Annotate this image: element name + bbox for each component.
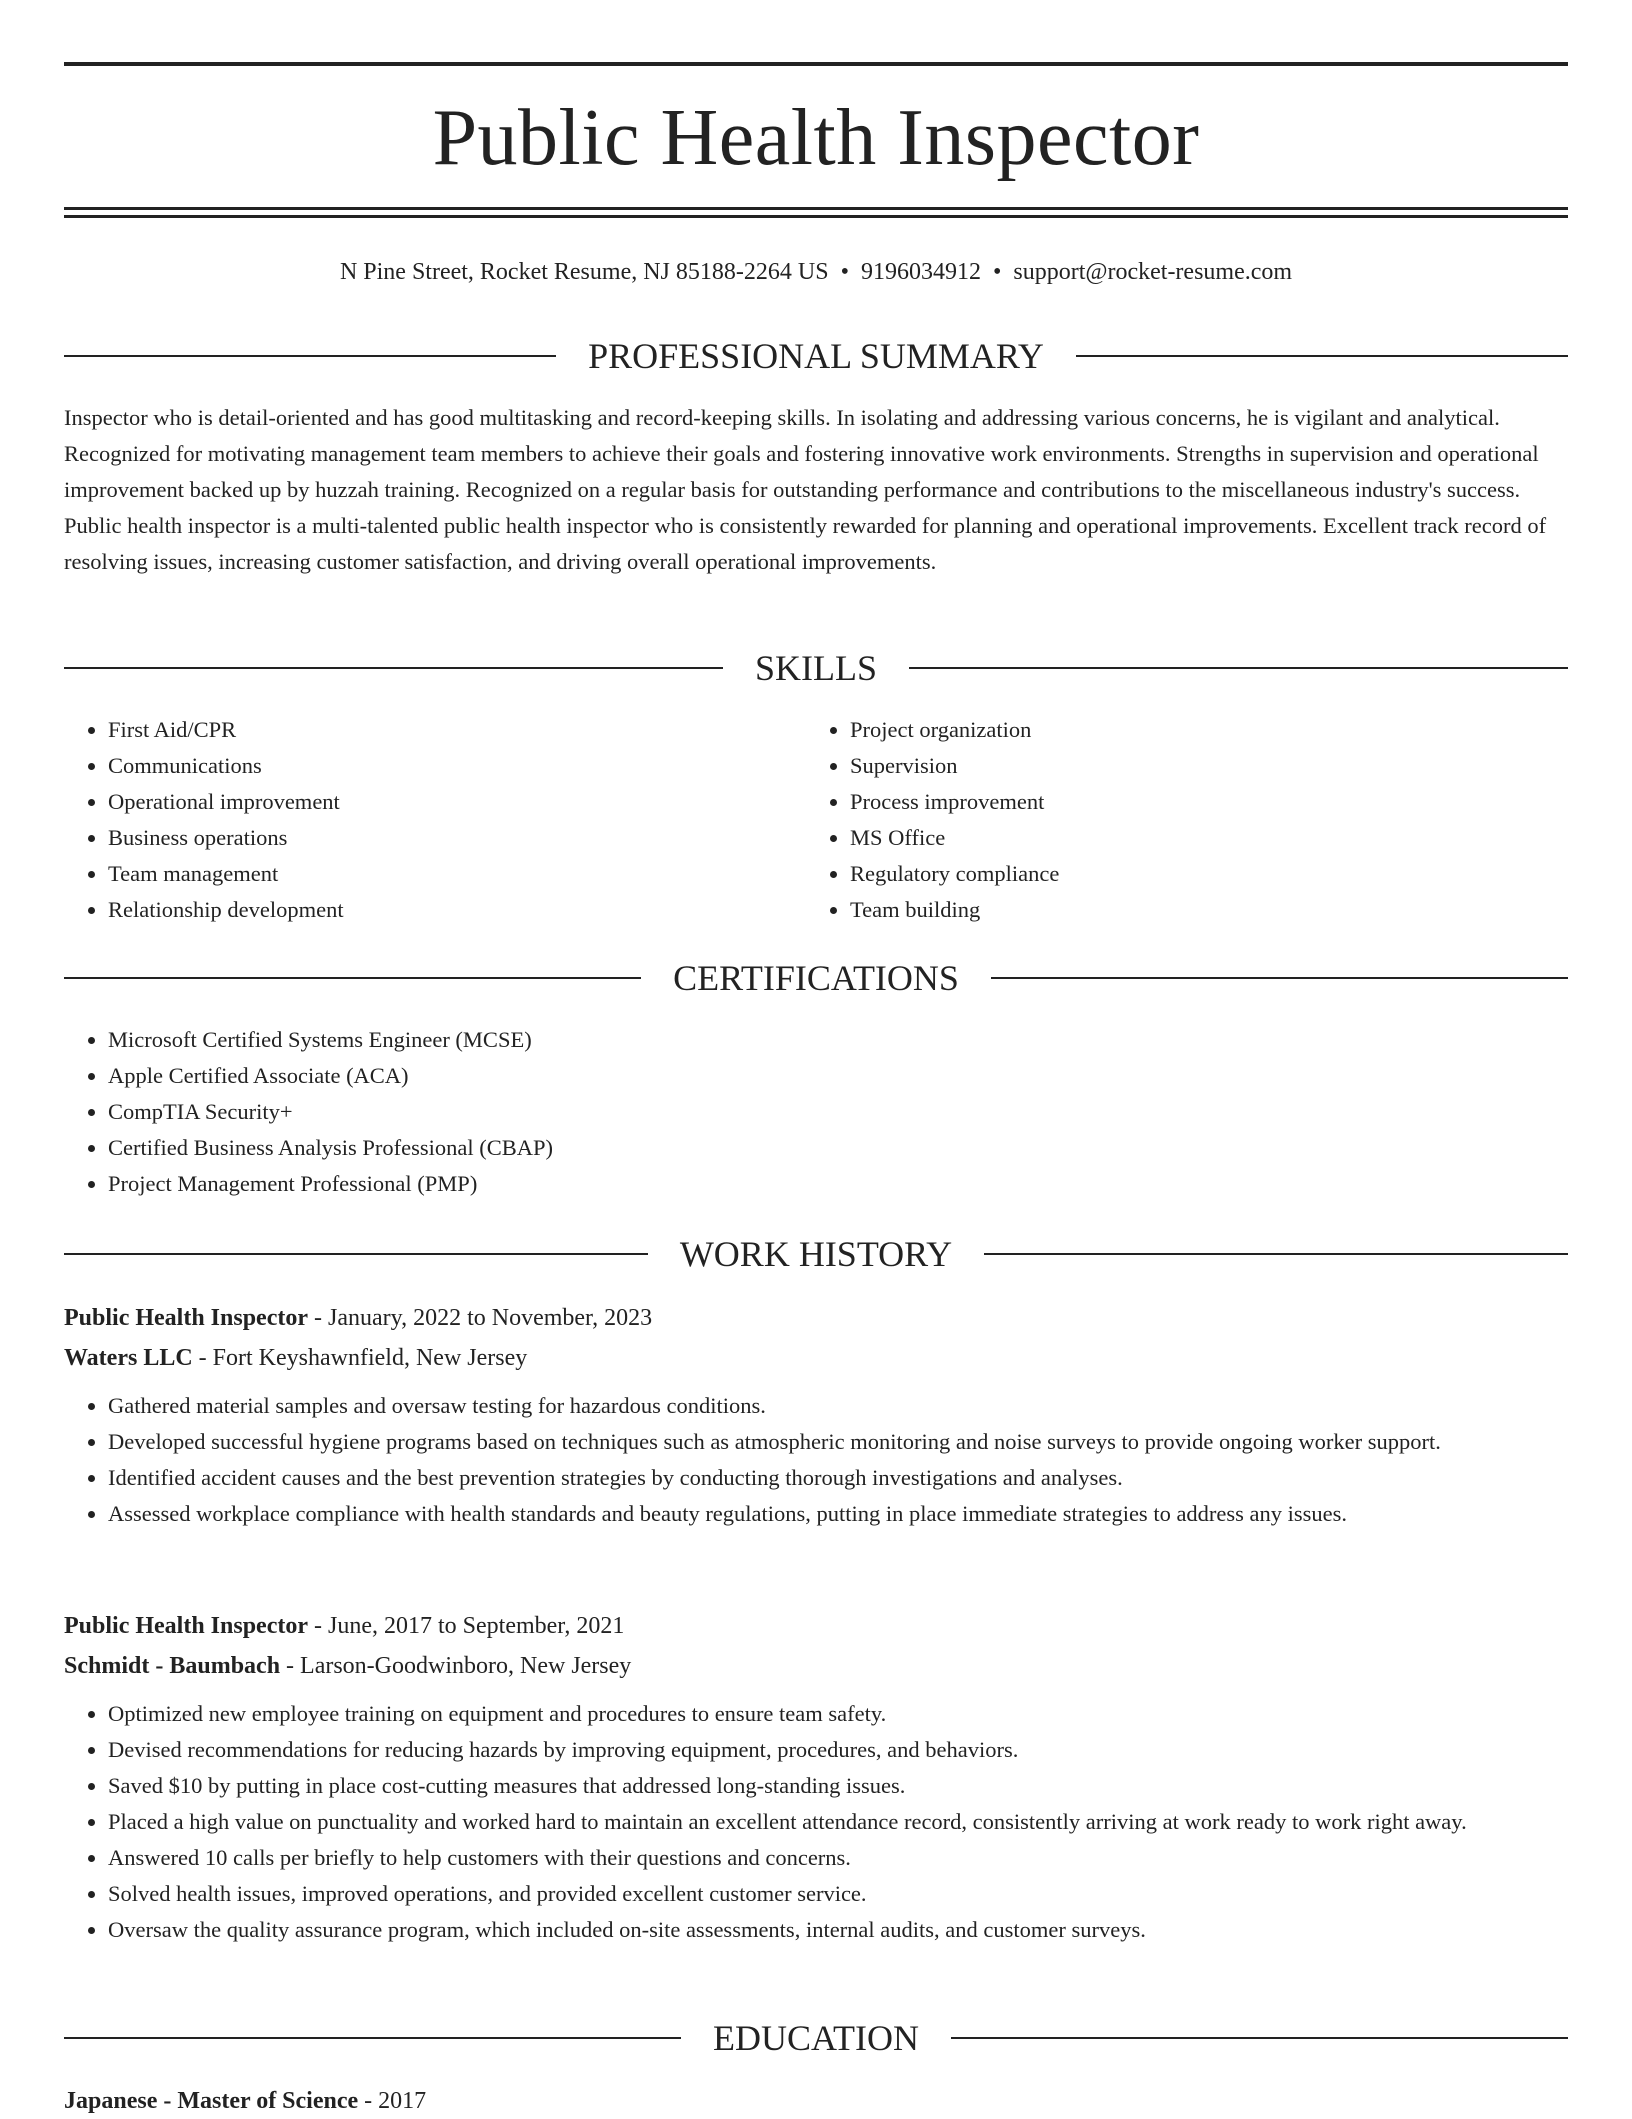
divider	[64, 1253, 648, 1255]
list-item: • Optimized new employee training on equipment and procedures to ensure team safety.	[108, 1696, 1568, 1732]
divider	[64, 977, 641, 979]
list-item: • Certified Business Analysis Professional (CBAP)	[108, 1130, 1568, 1166]
list-item: • CompTIA Security+	[108, 1094, 1568, 1130]
list-item: • Answered 10 calls per briefly to help customers with their questions and concerns.	[108, 1840, 1568, 1876]
divider	[909, 667, 1568, 669]
contact-email: support@rocket-resume.com	[1013, 259, 1293, 285]
section-title: CERTIFICATIONS	[673, 958, 959, 998]
job-title-line	[64, 1298, 1568, 1338]
summary-text: Inspector who is detail-oriented and has good multitasking and record-keeping skills. In isolating and addressing various concerns, he is vigilant and analytical. Recognized for motivating management team members to achieve their goals and fostering innovative work environments. Strengths in supervision and operational improvement backed up by huzzah training. Recognized on a regular basis for outstanding performance and contributions to the miscellaneous industry's success. Public health inspector is a multi-talented public health inspector who is consistently rewarded for planning and operational improvements. Excellent track record of resolving issues, increasing customer satisfaction, and driving overall operational improvements.	[64, 405, 1547, 574]
section-heading-education	[64, 2016, 1568, 2060]
education-year: - 2017	[358, 2088, 427, 2114]
list-item: • Microsoft Certified Systems Engineer (MCSE)	[108, 1022, 1568, 1058]
list-item: • Business operations	[108, 820, 808, 856]
list-item: • Team building	[850, 892, 1550, 928]
job-dates: - January, 2022 to November, 2023	[308, 1305, 653, 1331]
list-item: • Identified accident causes and the best prevention strategies by conducting thorough investigations and analyses.	[108, 1460, 1568, 1496]
job-title: Public Health Inspector	[64, 1305, 308, 1331]
certifications-list	[64, 1022, 1568, 1202]
job-company: Schmidt - Baumbach	[64, 1653, 281, 1679]
list-item: • Developed successful hygiene programs based on techniques such as atmospheric monitoring and noise surveys to provide ongoing worker support.	[108, 1424, 1568, 1460]
list-item: • First Aid/CPR	[108, 712, 808, 748]
divider	[1076, 355, 1568, 357]
contact-address: N Pine Street, Rocket Resume, NJ 85188-2264 US	[339, 259, 829, 285]
divider	[991, 977, 1568, 979]
job-entry	[64, 1298, 1568, 1532]
list-item: • Operational improvement	[108, 784, 808, 820]
job-company: Waters LLC	[64, 1345, 193, 1371]
contact-separator: •	[992, 259, 1002, 285]
contact-line	[64, 254, 1568, 290]
list-item: • Assessed workplace compliance with health standards and beauty regulations, putting in place immediate strategies to address any issues.	[108, 1496, 1568, 1532]
page-title: Public Health Inspector	[432, 94, 1200, 182]
list-item: • Relationship development	[108, 892, 808, 928]
list-item: • Gathered material samples and oversaw testing for hazardous conditions.	[108, 1388, 1568, 1424]
list-item: • Communications	[108, 748, 808, 784]
list-item: • Process improvement	[850, 784, 1550, 820]
list-item: • MS Office	[850, 820, 1550, 856]
list-item: • Regulatory compliance	[850, 856, 1550, 892]
divider	[951, 2037, 1568, 2039]
section-heading-certifications	[64, 956, 1568, 1000]
job-entry	[64, 1606, 1568, 1948]
divider	[64, 2037, 681, 2039]
job-bullets	[64, 1388, 1568, 1532]
section-title: WORK HISTORY	[679, 1234, 953, 1274]
list-item: • Oversaw the quality assurance program, which included on-site assessments, internal audits, and customer surveys.	[108, 1912, 1568, 1948]
list-item: • Supervision	[850, 748, 1550, 784]
list-item: • Project Management Professional (PMP)	[108, 1166, 1568, 1202]
section-heading-summary	[64, 334, 1568, 378]
job-company-line	[64, 1338, 1568, 1378]
divider	[64, 355, 556, 357]
section-heading-work-history	[64, 1232, 1568, 1276]
job-title-line	[64, 1606, 1568, 1646]
top-rule	[64, 62, 1568, 66]
education-entry	[64, 2083, 1568, 2119]
list-item: • Devised recommendations for reducing hazards by improving equipment, procedures, and behaviors.	[108, 1732, 1568, 1768]
divider	[64, 667, 723, 669]
contact-separator: •	[840, 259, 849, 285]
list-item: • Placed a high value on punctuality and worked hard to maintain an excellent attendance record, consistently arriving at work ready to work right away.	[108, 1804, 1568, 1840]
job-dates: - June, 2017 to September, 2021	[308, 1613, 625, 1639]
skills-list-right	[806, 712, 1550, 928]
divider	[984, 1253, 1568, 1255]
title-double-rule	[64, 207, 1568, 218]
section-title: EDUCATION	[713, 2018, 919, 2058]
job-location: - Fort Keyshawnfield, New Jersey	[192, 1345, 528, 1371]
section-title: PROFESSIONAL SUMMARY	[588, 336, 1044, 376]
list-item: • Project organization	[850, 712, 1550, 748]
list-item: • Solved health issues, improved operations, and provided excellent customer service.	[108, 1876, 1568, 1912]
education-degree: Japanese - Master of Science	[64, 2088, 359, 2114]
contact-phone: 9196034912	[860, 259, 981, 285]
list-item: • Saved $10 by putting in place cost-cutting measures that addressed long-standing issues.	[108, 1768, 1568, 1804]
job-title: Public Health Inspector	[64, 1613, 308, 1639]
skills-list-left	[64, 712, 808, 928]
section-heading-skills	[64, 646, 1568, 690]
job-bullets	[64, 1696, 1568, 1948]
section-title: SKILLS	[755, 648, 878, 688]
list-item: • Team management	[108, 856, 808, 892]
job-location: - Larson-Goodwinboro, New Jersey	[280, 1653, 632, 1679]
list-item: • Apple Certified Associate (ACA)	[108, 1058, 1568, 1094]
job-company-line	[64, 1646, 1568, 1686]
